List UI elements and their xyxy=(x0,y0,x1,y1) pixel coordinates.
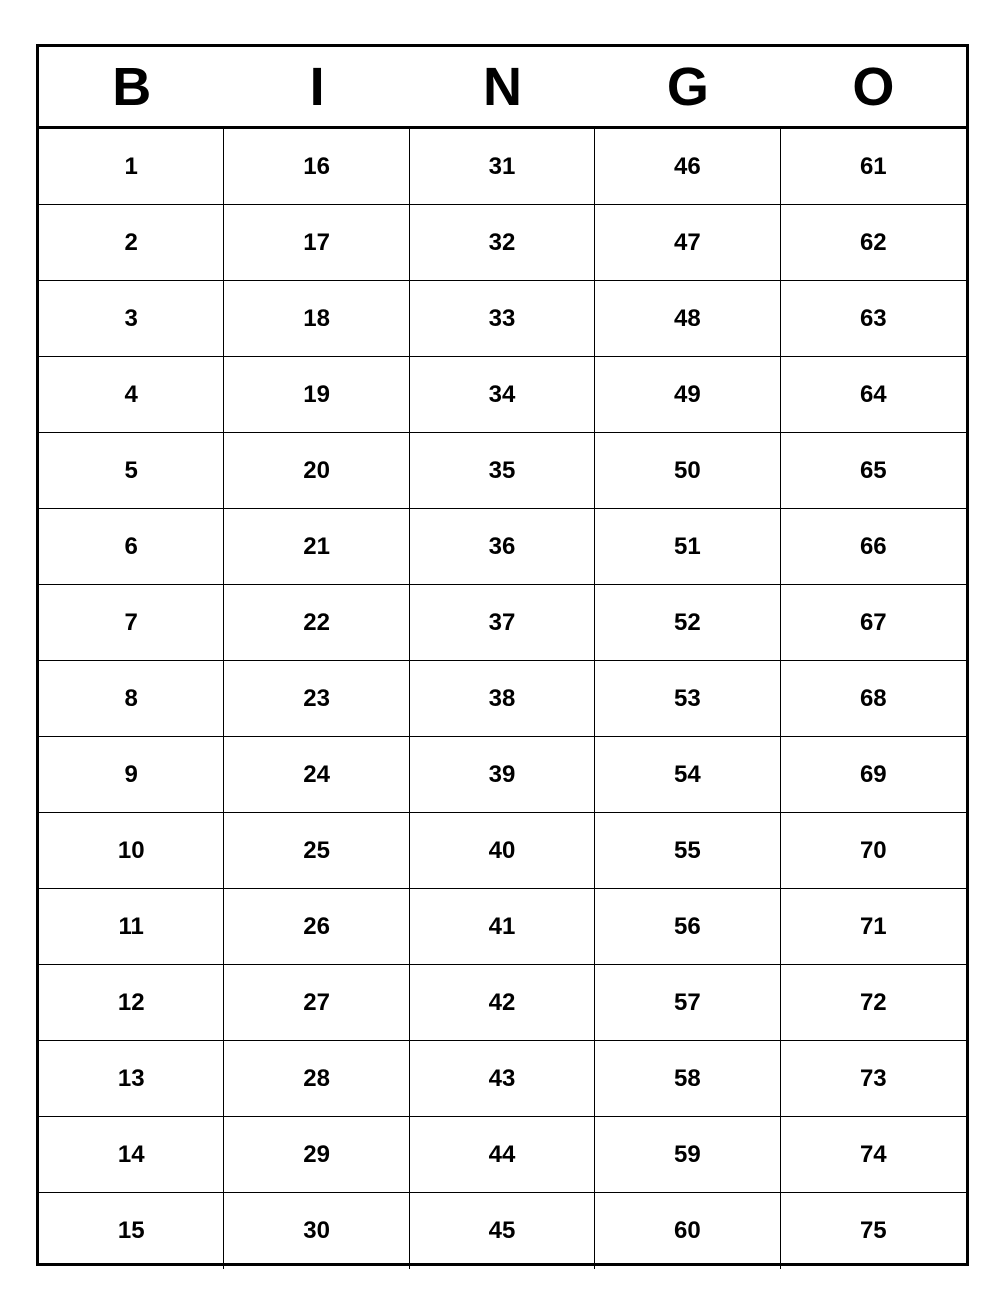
bingo-cell-n-row-13: 43 xyxy=(410,1041,595,1117)
bingo-cell-i-row-15: 30 xyxy=(224,1193,409,1269)
header-letter-b: B xyxy=(112,56,152,117)
bingo-cell-i-row-10: 25 xyxy=(224,813,409,889)
bingo-cell-i-row-11: 26 xyxy=(224,889,409,965)
bingo-number-grid xyxy=(39,129,966,1269)
bingo-cell-g-row-12: 57 xyxy=(595,965,780,1041)
bingo-cell-b-row-12: 12 xyxy=(39,965,224,1041)
bingo-cell-n-row-7: 37 xyxy=(410,585,595,661)
bingo-cell-o-row-2: 62 xyxy=(781,205,966,281)
bingo-cell-o-row-11: 71 xyxy=(781,889,966,965)
bingo-cell-n-row-12: 42 xyxy=(410,965,595,1041)
bingo-cell-o-row-4: 64 xyxy=(781,357,966,433)
bingo-cell-b-row-3: 3 xyxy=(39,281,224,357)
bingo-cell-g-row-1: 46 xyxy=(595,129,780,205)
bingo-cell-i-row-6: 21 xyxy=(224,509,409,585)
bingo-cell-n-row-9: 39 xyxy=(410,737,595,813)
bingo-cell-b-row-8: 8 xyxy=(39,661,224,737)
bingo-cell-b-row-1: 1 xyxy=(39,129,224,205)
bingo-cell-b-row-9: 9 xyxy=(39,737,224,813)
bingo-cell-g-row-13: 58 xyxy=(595,1041,780,1117)
bingo-cell-i-row-13: 28 xyxy=(224,1041,409,1117)
header-letter-n: N xyxy=(483,56,523,117)
bingo-cell-n-row-15: 45 xyxy=(410,1193,595,1269)
bingo-cell-o-row-3: 63 xyxy=(781,281,966,357)
bingo-cell-i-row-2: 17 xyxy=(224,205,409,281)
bingo-cell-i-row-4: 19 xyxy=(224,357,409,433)
bingo-cell-g-row-14: 59 xyxy=(595,1117,780,1193)
bingo-cell-i-row-9: 24 xyxy=(224,737,409,813)
bingo-cell-n-row-14: 44 xyxy=(410,1117,595,1193)
bingo-cell-n-row-6: 36 xyxy=(410,509,595,585)
bingo-sheet xyxy=(36,44,969,1266)
bingo-cell-b-row-11: 11 xyxy=(39,889,224,965)
bingo-cell-b-row-7: 7 xyxy=(39,585,224,661)
bingo-cell-n-row-8: 38 xyxy=(410,661,595,737)
bingo-cell-o-row-9: 69 xyxy=(781,737,966,813)
bingo-cell-b-row-15: 15 xyxy=(39,1193,224,1269)
bingo-cell-o-row-1: 61 xyxy=(781,129,966,205)
bingo-cell-b-row-5: 5 xyxy=(39,433,224,509)
bingo-cell-b-row-4: 4 xyxy=(39,357,224,433)
bingo-cell-n-row-5: 35 xyxy=(410,433,595,509)
bingo-cell-b-row-10: 10 xyxy=(39,813,224,889)
bingo-cell-o-row-13: 73 xyxy=(781,1041,966,1117)
bingo-cell-b-row-2: 2 xyxy=(39,205,224,281)
bingo-cell-g-row-4: 49 xyxy=(595,357,780,433)
bingo-cell-g-row-6: 51 xyxy=(595,509,780,585)
bingo-cell-g-row-7: 52 xyxy=(595,585,780,661)
bingo-cell-g-row-9: 54 xyxy=(595,737,780,813)
header-letter-i: I xyxy=(309,56,325,117)
bingo-cell-g-row-11: 56 xyxy=(595,889,780,965)
bingo-cell-o-row-10: 70 xyxy=(781,813,966,889)
bingo-cell-b-row-6: 6 xyxy=(39,509,224,585)
bingo-cell-i-row-3: 18 xyxy=(224,281,409,357)
bingo-cell-n-row-1: 31 xyxy=(410,129,595,205)
bingo-cell-i-row-7: 22 xyxy=(224,585,409,661)
bingo-cell-o-row-7: 67 xyxy=(781,585,966,661)
bingo-cell-g-row-3: 48 xyxy=(595,281,780,357)
bingo-cell-o-row-6: 66 xyxy=(781,509,966,585)
bingo-cell-n-row-10: 40 xyxy=(410,813,595,889)
bingo-cell-g-row-2: 47 xyxy=(595,205,780,281)
bingo-cell-i-row-8: 23 xyxy=(224,661,409,737)
bingo-cell-o-row-8: 68 xyxy=(781,661,966,737)
bingo-cell-i-row-5: 20 xyxy=(224,433,409,509)
header-letter-g: G xyxy=(666,56,709,117)
bingo-cell-o-row-14: 74 xyxy=(781,1117,966,1193)
bingo-cell-o-row-5: 65 xyxy=(781,433,966,509)
bingo-cell-n-row-3: 33 xyxy=(410,281,595,357)
header-letter-o: O xyxy=(852,56,895,117)
bingo-header-row xyxy=(39,47,966,129)
bingo-cell-o-row-15: 75 xyxy=(859,1217,887,1244)
bingo-cell-g-row-5: 50 xyxy=(595,433,780,509)
bingo-cell-n-row-11: 41 xyxy=(410,889,595,965)
bingo-cell-n-row-4: 34 xyxy=(410,357,595,433)
bingo-cell-i-row-1: 16 xyxy=(224,129,409,205)
bingo-cell-b-row-13: 13 xyxy=(39,1041,224,1117)
bingo-cell-o-row-12: 72 xyxy=(781,965,966,1041)
bingo-cell-g-row-8: 53 xyxy=(595,661,780,737)
bingo-cell-i-row-12: 27 xyxy=(224,965,409,1041)
bingo-cell-i-row-14: 29 xyxy=(224,1117,409,1193)
bingo-cell-g-row-10: 55 xyxy=(595,813,780,889)
bingo-cell-g-row-15: 60 xyxy=(595,1193,780,1269)
bingo-cell-b-row-14: 14 xyxy=(39,1117,224,1193)
bingo-cell-n-row-2: 32 xyxy=(410,205,595,281)
